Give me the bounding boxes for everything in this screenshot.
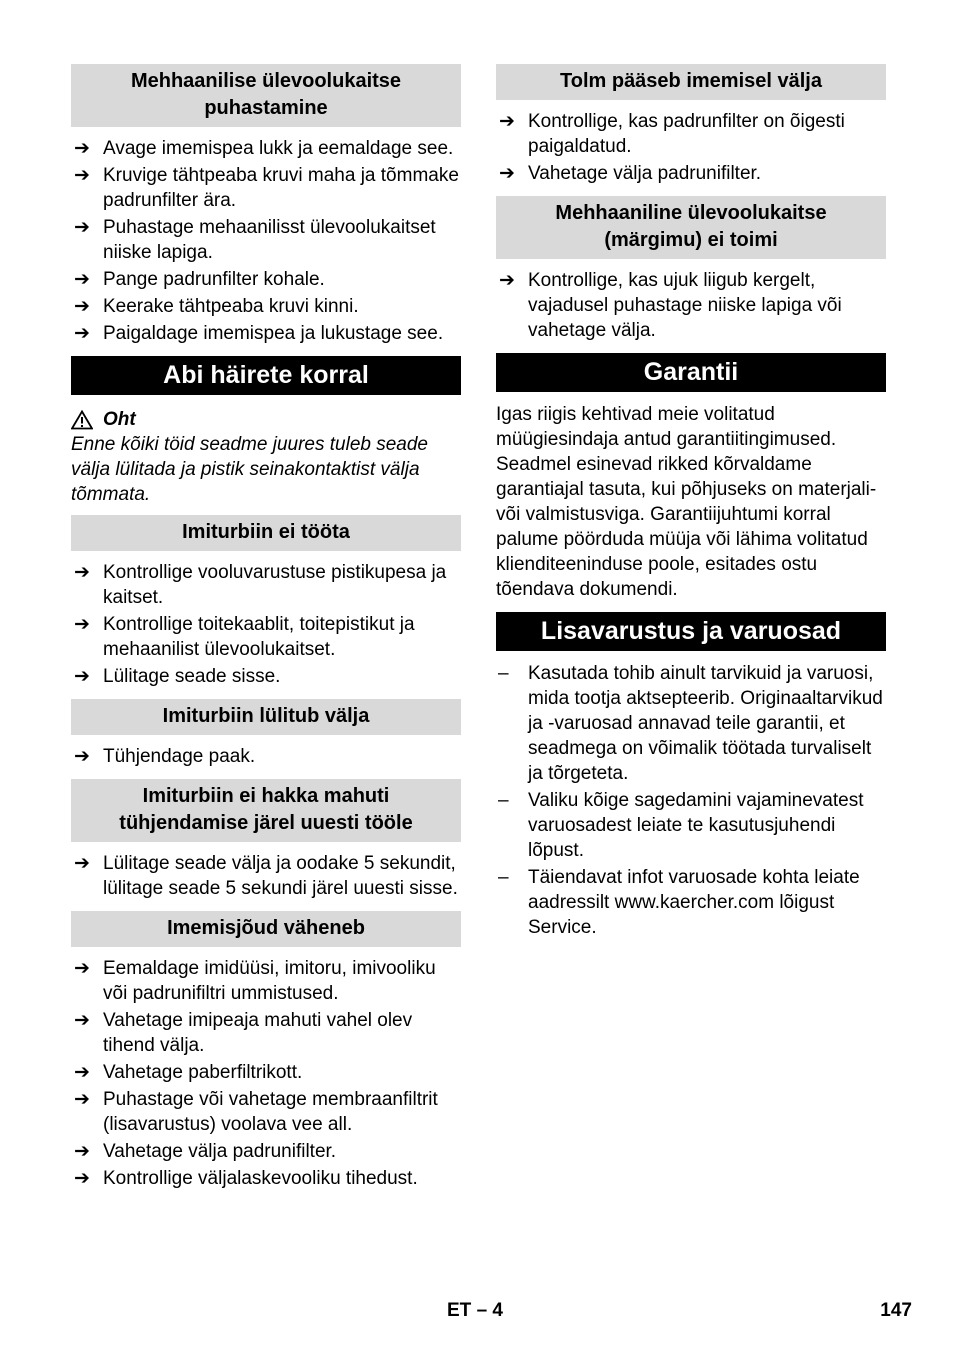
arrow-right-icon: ➔ [74, 1168, 90, 1189]
list-item-text: Keerake tähtpeaba kruvi kinni. [103, 296, 359, 317]
list-item [496, 161, 886, 186]
section-heading: Imiturbiin ei hakka mahuti tühjendamise järel uuesti tööle [71, 779, 461, 842]
section-heading: Tolm pääseb imemisel välja [496, 64, 886, 100]
step-list [71, 744, 461, 769]
section-heading: Mehhaaniline ülevoolukaitse (märgimu) ei toimi [496, 196, 886, 259]
arrow-right-icon: ➔ [74, 323, 90, 344]
step-list [71, 956, 461, 1191]
warning-title [71, 407, 461, 432]
step-list [71, 136, 461, 346]
list-item [71, 267, 461, 292]
dash-bullet-icon: – [498, 867, 509, 888]
chapter-heading: Lisavarustus ja varuosad [496, 612, 886, 651]
arrow-right-icon: ➔ [74, 1141, 90, 1162]
arrow-right-icon: ➔ [74, 1010, 90, 1031]
list-item-text: Pange padrunfilter kohale. [103, 269, 325, 290]
list-item [71, 560, 461, 610]
list-item [496, 788, 886, 863]
list-item [496, 109, 886, 159]
list-item-text: Kontrollige väljalaskevooliku tihedust. [103, 1168, 418, 1189]
footer-dash: – [476, 1300, 488, 1321]
list-item [71, 851, 461, 901]
list-item-text: Vahetage imipeaja mahuti vahel olev tihend välja. [103, 1010, 413, 1056]
arrow-right-icon: ➔ [74, 269, 90, 290]
arrow-right-icon: ➔ [74, 958, 90, 979]
warning-triangle-icon [71, 410, 93, 430]
arrow-right-icon: ➔ [499, 111, 515, 132]
list-item-text: Puhastage mehaanilisst ülevoolukaitset niiske lapiga. [103, 217, 436, 263]
list-item-text: Täiendavat infot varuosade kohta leiate aadressilt www.kaercher.com lõigust Service. [528, 867, 860, 938]
warning-text: Enne kõiki töid seadme juures tuleb seade välja lülitada ja pistik seinakontaktist välja tõmmata. [71, 434, 429, 505]
list-item [496, 865, 886, 940]
list-item-text: Puhastage või vahetage membraanfiltrit (lisavarustus) voolava vee all. [103, 1089, 438, 1135]
list-item [71, 1008, 461, 1058]
list-item [496, 661, 886, 786]
chapter-heading: Abi häirete korral [71, 356, 461, 395]
step-list [496, 109, 886, 186]
list-item [71, 1166, 461, 1191]
arrow-right-icon: ➔ [74, 1062, 90, 1083]
list-item-text: Lülitage seade sisse. [103, 666, 281, 687]
section-heading: Imemisjõud väheneb [71, 911, 461, 947]
footer-section-label [447, 1298, 503, 1323]
dash-bullet-icon: – [498, 790, 509, 811]
list-item [71, 1087, 461, 1137]
list-item-text: Kontrollige toitekaablit, toitepistikut ja mehaanilist ülevoolukaitset. [103, 614, 415, 660]
list-item [71, 136, 461, 161]
list-item-text: Valiku kõige sagedamini vajaminevatest varuosadest leiate te kasutusjuhendi lõpust. [528, 790, 864, 861]
arrow-right-icon: ➔ [74, 165, 90, 186]
list-item [71, 664, 461, 689]
list-item-text: Kruvige tähtpeaba kruvi maha ja tõmmake padrunfilter ära. [103, 165, 459, 211]
arrow-right-icon: ➔ [74, 138, 90, 159]
list-item [71, 1060, 461, 1085]
step-list [496, 268, 886, 343]
list-item-text: Kontrollige, kas padrunfilter on õigesti paigaldatud. [528, 111, 845, 157]
left-column [71, 64, 461, 1201]
arrow-right-icon: ➔ [74, 296, 90, 317]
list-item [71, 294, 461, 319]
step-list [71, 560, 461, 689]
list-item-text: Paigaldage imemispea ja lukustage see. [103, 323, 444, 344]
arrow-right-icon: ➔ [74, 614, 90, 635]
list-item [71, 612, 461, 662]
list-item-text: Avage imemispea lukk ja eemaldage see. [103, 138, 454, 159]
arrow-right-icon: ➔ [499, 163, 515, 184]
section-heading: Imiturbiin ei tööta [71, 515, 461, 551]
list-item-text: Eemaldage imidüüsi, imitoru, imivooliku või padrunifiltri ummistused. [103, 958, 436, 1004]
arrow-right-icon: ➔ [74, 853, 90, 874]
arrow-right-icon: ➔ [74, 1089, 90, 1110]
list-item [71, 215, 461, 265]
arrow-right-icon: ➔ [74, 746, 90, 767]
dash-bullet-icon: – [498, 663, 509, 684]
page-number: 147 [880, 1300, 912, 1321]
arrow-right-icon: ➔ [74, 217, 90, 238]
list-item-text: Lülitage seade välja ja oodake 5 sekundit, lülitage seade 5 sekundi järel uuesti sisse. [103, 853, 458, 899]
section-heading: Imiturbiin lülitub välja [71, 699, 461, 735]
list-item-text: Tühjendage paak. [103, 746, 256, 767]
list-item [71, 744, 461, 769]
arrow-right-icon: ➔ [74, 666, 90, 687]
arrow-right-icon: ➔ [499, 270, 515, 291]
warning-title-text: Oht [103, 409, 136, 430]
list-item [71, 321, 461, 346]
section-heading: Mehhaanilise ülevoolukaitse puhastamine [71, 64, 461, 127]
footer-lang: ET [447, 1300, 472, 1321]
list-item-text: Vahetage välja padrunifilter. [528, 163, 762, 184]
list-item-text: Vahetage paberfiltrikott. [103, 1062, 303, 1083]
list-item-text: Kontrollige, kas ujuk liigub kergelt, vajadusel puhastage niiske lapiga või vahetage välja. [528, 270, 842, 341]
list-item [71, 163, 461, 213]
right-column [496, 64, 886, 950]
dash-list [496, 661, 886, 940]
warranty-paragraph: Igas riigis kehtivad meie volitatud müügiesindaja antud garantiitingimused. Seadmel esinevad rikked kõrvaldame garantiajal tasuta, kui põhjuseks on materjali- või valmistusviga. Garantiijuhtumi korral palume pöörduda müüja või lähima volitatud klienditeeninduse poole, esitades ostu tõendava dokumendi. [496, 404, 877, 600]
list-item [71, 1139, 461, 1164]
list-item-text: Kasutada tohib ainult tarvikuid ja varuosi, mida tootja aktsepteerib. Originaaltarvikud ja -varuosad annavad teile garantii, et seadmega on võimalik töötada turvaliselt ja tõrgeteta. [528, 663, 883, 784]
list-item [71, 956, 461, 1006]
arrow-right-icon: ➔ [74, 562, 90, 583]
chapter-heading: Garantii [496, 353, 886, 392]
footer-section-page: 4 [492, 1300, 503, 1321]
list-item-text: Kontrollige vooluvarustuse pistikupesa ja kaitset. [103, 562, 447, 608]
step-list [71, 851, 461, 901]
list-item-text: Vahetage välja padrunifilter. [103, 1141, 337, 1162]
list-item [496, 268, 886, 343]
